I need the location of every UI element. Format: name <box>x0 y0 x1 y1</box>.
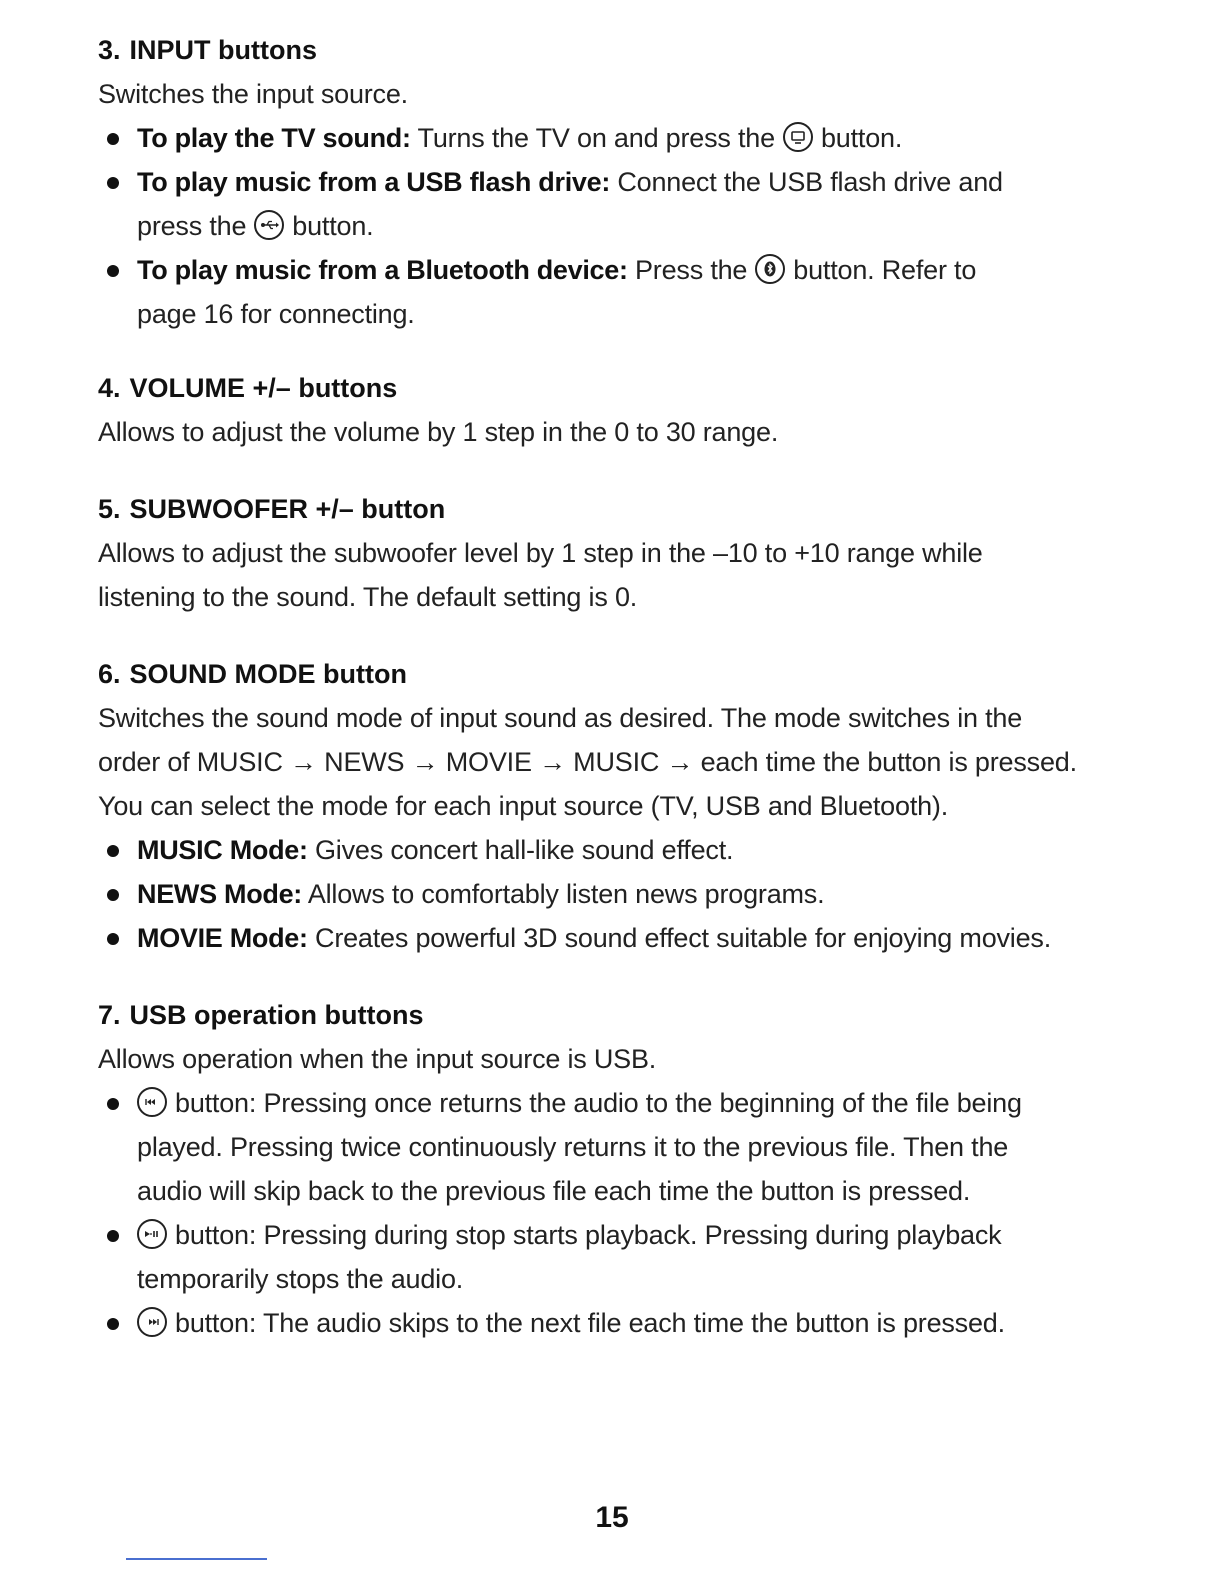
section-heading <box>98 487 1138 531</box>
bullet-label: MOVIE Mode: <box>137 923 308 953</box>
section-title: INPUT buttons <box>129 35 318 65</box>
bullet-label: To play music from a Bluetooth device: <box>137 255 628 285</box>
bullet-text: button. <box>292 211 374 241</box>
bullet-dot <box>107 1230 119 1242</box>
skip-forward-icon <box>137 1307 167 1337</box>
list-item <box>98 1301 1138 1345</box>
section-text: listening to the sound. The default setting is 0. <box>98 582 638 612</box>
bullet-text: button. <box>820 123 903 153</box>
section-heading <box>98 652 1138 696</box>
section-description: Allows operation when the input source is USB. <box>98 1044 657 1074</box>
list-item <box>98 916 1138 960</box>
bullet-label: NEWS Mode: <box>137 879 302 909</box>
bullet-text: played. Pressing twice continuously returns it to the previous file. Then the <box>137 1132 1009 1162</box>
section-usb-operation-buttons <box>98 993 1138 1345</box>
bullet-text: button. Refer to <box>793 255 977 285</box>
bullet-label: To play music from a USB flash drive: <box>137 167 611 197</box>
skip-back-icon <box>137 1087 167 1117</box>
section-text: Allows to adjust the subwoofer level by 1 step in the –10 to +10 range while <box>98 538 983 568</box>
list-item <box>98 872 1138 916</box>
bullet-dot <box>107 1318 119 1330</box>
bullet-text: button: Pressing once returns the audio to the beginning of the file being <box>175 1088 1022 1118</box>
section-heading <box>98 993 1138 1037</box>
section-sound-mode-button <box>98 652 1138 960</box>
bullet-text: Allows to comfortably listen news programs. <box>307 879 825 909</box>
list-item <box>98 248 1138 336</box>
footer-rule <box>126 1558 267 1560</box>
bullet-text: temporarily stops the audio. <box>137 1264 464 1294</box>
bullet-dot <box>107 133 119 145</box>
bullet-text: button: The audio skips to the next file each time the button is pressed. <box>175 1308 1005 1338</box>
bullet-dot <box>107 177 119 189</box>
bullet-dot <box>107 889 119 901</box>
bluetooth-input-icon <box>755 254 785 284</box>
section-heading <box>98 366 1138 410</box>
bullet-text: Creates powerful 3D sound effect suitable for enjoying movies. <box>315 923 1052 953</box>
list-item <box>98 1213 1138 1301</box>
bullet-text: page 16 for connecting. <box>137 299 415 329</box>
usb-input-icon <box>254 210 284 240</box>
bullet-label: MUSIC Mode: <box>137 835 308 865</box>
section-volume-buttons <box>98 366 1138 454</box>
section-text: Allows to adjust the volume by 1 step in the 0 to 30 range. <box>98 417 779 447</box>
section-subwoofer-button <box>98 487 1138 619</box>
bullet-text: Press the <box>635 255 748 285</box>
section-heading <box>98 28 1138 72</box>
page-number: 15 <box>595 1501 629 1534</box>
section-number: 7. <box>98 1000 121 1030</box>
tv-input-icon <box>783 122 813 152</box>
bullet-text: Turns the TV on and press the <box>417 123 775 153</box>
bullet-dot <box>107 933 119 945</box>
bullet-label: To play the TV sound: <box>137 123 411 153</box>
section-title: SOUND MODE button <box>129 659 407 689</box>
bullet-dot <box>107 845 119 857</box>
bullet-text: Gives concert hall-like sound effect. <box>315 835 734 865</box>
list-item <box>98 828 1138 872</box>
bullet-dot <box>107 1098 119 1110</box>
bullet-dot <box>107 265 119 277</box>
list-item <box>98 160 1138 248</box>
section-number: 5. <box>98 494 121 524</box>
section-text: Switches the sound mode of input sound as desired. The mode switches in the <box>98 703 1023 733</box>
section-text: order of MUSIC → NEWS → MOVIE → MUSIC → each time the button is pressed. <box>98 747 1077 777</box>
section-title: VOLUME +/– buttons <box>129 373 398 403</box>
section-description: Switches the input source. <box>98 79 408 109</box>
section-title: USB operation buttons <box>129 1000 424 1030</box>
section-input-buttons <box>98 28 1138 336</box>
section-text: You can select the mode for each input source (TV, USB and Bluetooth). <box>98 791 949 821</box>
play-pause-icon <box>137 1219 167 1249</box>
section-number: 3. <box>98 35 121 65</box>
section-title: SUBWOOFER +/– button <box>129 494 446 524</box>
list-item <box>98 116 1138 160</box>
bullet-text: audio will skip back to the previous file each time the button is pressed. <box>137 1176 971 1206</box>
bullet-text: Connect the USB flash drive and <box>617 167 1003 197</box>
section-number: 6. <box>98 659 121 689</box>
bullet-text: press the <box>137 211 247 241</box>
section-number: 4. <box>98 373 121 403</box>
bullet-text: button: Pressing during stop starts playback. Pressing during playback <box>175 1220 1002 1250</box>
list-item <box>98 1081 1138 1213</box>
